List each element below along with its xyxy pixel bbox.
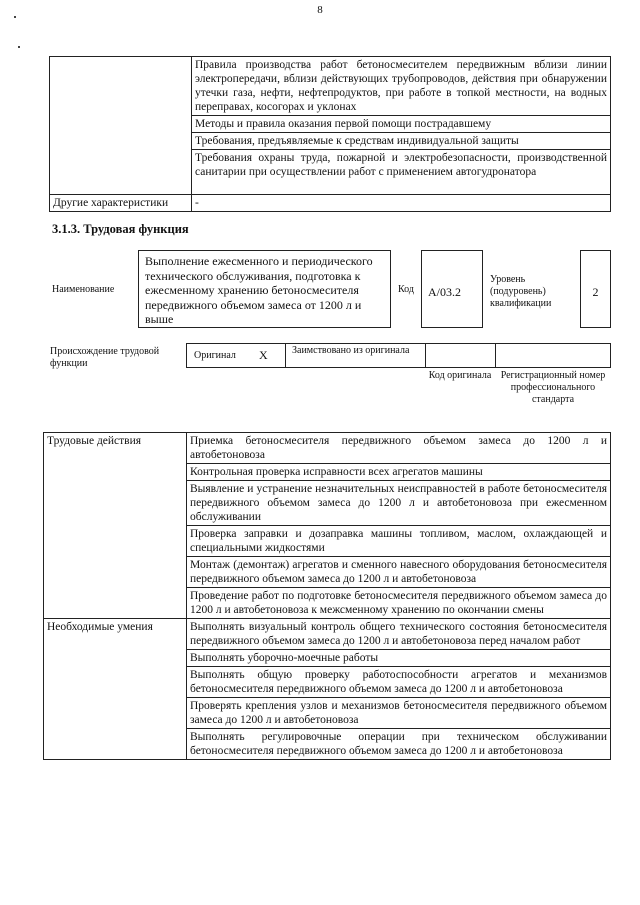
origin-label: Происхождение трудовой функции [50,346,160,369]
section-title: 3.1.3. Трудовая функция [52,222,189,236]
knowledge-row: Требования охраны труда, пожарной и электробезопасности, производственной санитарии при осуществлении работ с применением автогудронатора [192,150,611,195]
actions-label: Трудовые действия [44,433,187,619]
other-characteristics-value: - [192,195,611,212]
skill-row: Выполнять общую проверку работоспособности агрегатов и механизмов бетоносмесителя передвижного объемом замеса до 1200 л и автобетоновоза [187,667,611,698]
knowledge-table [49,56,611,212]
skill-row: Выполнять уборочно-моечные работы [187,650,611,667]
original-label: Оригинал [194,350,236,361]
action-row: Монтаж (демонтаж) агрегатов и сменного навесного оборудования бетоносмесителя передвижного объемом замеса до 1200 л и автобетоновоза [187,557,611,588]
action-row: Проведение работ по подготовке бетоносмесителя передвижного объемом замеса до 1200 л и автобетоновоза к межсменному хранению по окончании смены [187,588,611,619]
borrowed-label: Заимствовано из оригинала [292,345,410,356]
action-row: Приемка бетоносмесителя передвижного объемом замеса до 1200 л и автобетоновоза [187,433,611,464]
action-row: Проверка заправки и дозаправка машины топливом, маслом, охлаждающей и специальными жидкостями [187,526,611,557]
skills-label: Необходимые умения [44,619,187,760]
name-box [138,250,391,328]
level-value: 2 [592,285,599,299]
scan-speck [18,46,20,48]
original-code-box [425,343,496,368]
original-box [186,343,286,368]
action-row: Выявление и устранение незначительных неисправностей в работе бетоносмесителя передвижного объемом замеса до 1200 л и автобетоновоза при ежесменном обслуживании [187,481,611,526]
knowledge-row: Правила производства работ бетоносмесителем передвижным вблизи линии электропередачи, вблизи действующих трубопроводов, действия при обнаружении утечки газа, нефти, нефтепродуктов, при работе в топкой местности, на водных переправах, косогорах и уклонах [192,57,611,116]
scan-speck [14,16,16,18]
level-box [580,250,611,328]
name-label: Наименование [52,284,115,295]
original-code-caption: Код оригинала [428,370,492,381]
skill-row: Проверять крепления узлов и механизмов бетоносмесителя передвижного объемом замеса до 1200 л и автобетоновоза [187,698,611,729]
knowledge-row: Методы и правила оказания первой помощи пострадавшему [192,116,611,133]
code-label: Код [398,284,414,295]
skill-row: Выполнять регулировочные операции при техническом обслуживании бетоносмесителя передвижного объемом замеса до 1200 л и автобетоновоза [187,729,611,760]
skill-row: Выполнять визуальный контроль общего технического состояния бетоносмесителя передвижного объемом замеса до 1200 л и автобетоновоза перед началом работ [187,619,611,650]
function-table [43,432,611,760]
page-number: 8 [317,4,323,16]
reg-number-caption: Регистрационный номер профессионального стандарта [500,370,606,405]
empty-label-cell [50,57,192,195]
action-row: Контрольная проверка исправности всех агрегатов машины [187,464,611,481]
other-characteristics-label: Другие характеристики [50,195,192,212]
borrowed-box [285,343,426,368]
code-box [421,250,483,328]
function-code: А/03.2 [428,285,461,299]
knowledge-row: Требования, предъявляемые к средствам индивидуальной защиты [192,133,611,150]
level-label: Уровень (подуровень) квалификации [490,274,552,309]
function-name: Выполнение ежесменного и периодического технического обслуживания, подготовка к ежесменному хранению бетоносмесителя передвижного объемом замеса от 1200 л и выше [145,254,373,326]
original-mark: X [259,348,268,362]
reg-number-box [495,343,611,368]
